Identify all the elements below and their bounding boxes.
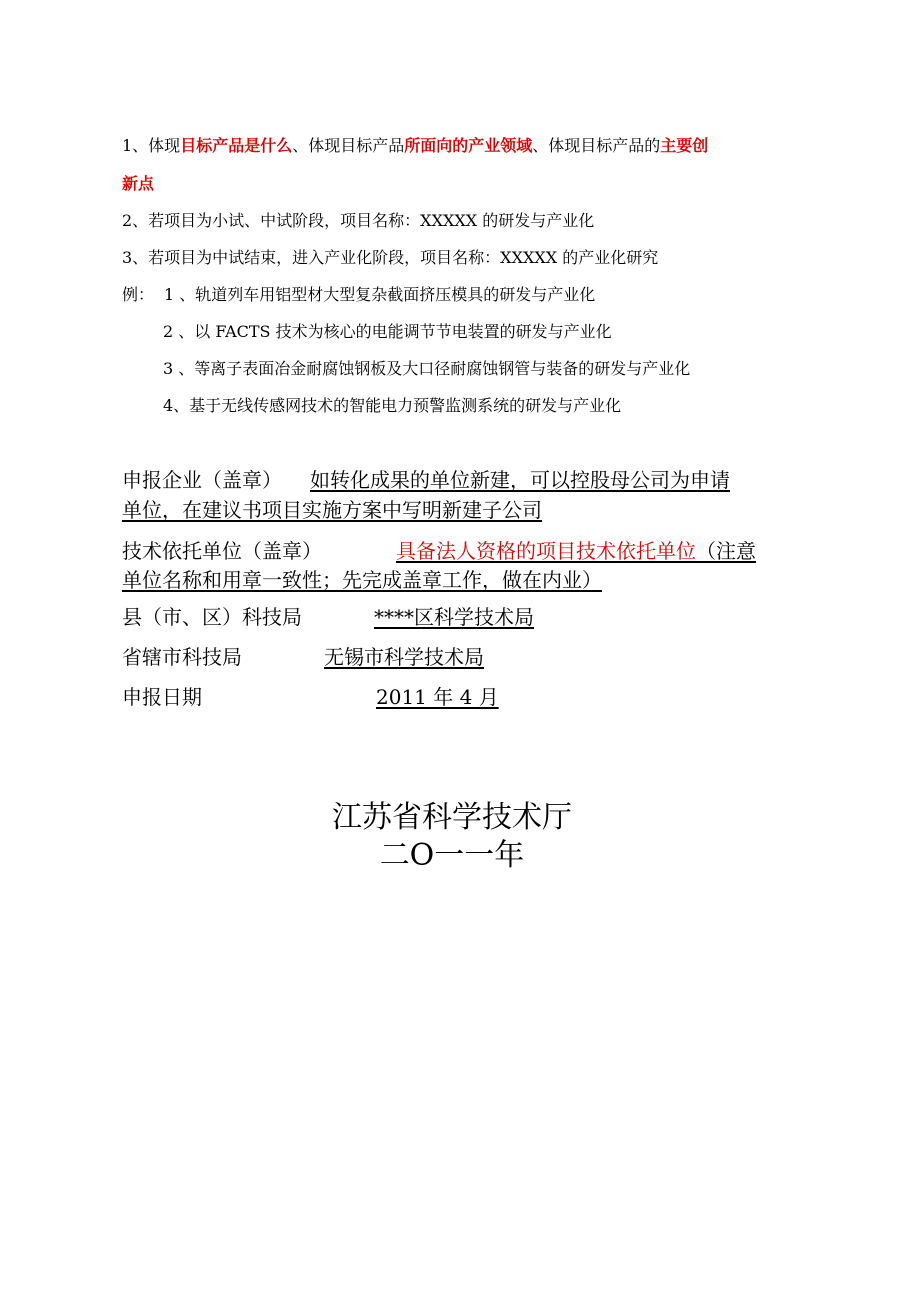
guide-line-3: 3、若项目为中试结束，进入产业化阶段，项目名称：XXXXX 的产业化研究 bbox=[122, 248, 659, 267]
issuing-year: 二O一一年 bbox=[379, 838, 525, 873]
applicant-row-cont bbox=[122, 497, 620, 524]
tech-unit-note-cont: 单位名称和用章一致性；先完成盖章工作，做在内业） bbox=[122, 568, 602, 592]
guide-example-2: 2 、以 FACTS 技术为核心的电能调节节电装置的研发与产业化 bbox=[163, 322, 612, 341]
tech-unit-label: 技术依托单位（盖章） bbox=[122, 539, 322, 563]
city-row bbox=[122, 644, 576, 671]
tech-unit-value-red: 具备法人资格的项目技术依托单位 bbox=[396, 539, 696, 563]
guide-highlight-industry: 所面向的产业领域 bbox=[404, 136, 533, 155]
applicant-value-text-2: 单位，在建议书项目实施方案中写明新建子公司 bbox=[122, 498, 542, 522]
applicant-label: 申报企业（盖章） bbox=[122, 468, 282, 492]
date-value-field[interactable] bbox=[226, 685, 627, 709]
county-row bbox=[122, 604, 696, 631]
guide-highlight-innovation: 主要创 bbox=[660, 136, 709, 155]
city-value: 无锡市科学技术局 bbox=[324, 645, 484, 669]
date-label: 申报日期 bbox=[122, 685, 202, 709]
county-value-field[interactable] bbox=[302, 605, 696, 629]
applicant-value-line-2[interactable] bbox=[122, 498, 620, 522]
example-text: 1 、轨道列车用铝型材大型复杂截面挤压模具的研发与产业化 bbox=[164, 285, 596, 304]
tech-unit-note-start: （注意 bbox=[696, 539, 756, 563]
tech-unit-value-line-2[interactable] bbox=[122, 568, 638, 592]
county-label: 县（市、区）科技局 bbox=[122, 605, 302, 629]
guide-line-2: 2、若项目为小试、中试阶段，项目名称：XXXXX 的研发与产业化 bbox=[122, 211, 595, 230]
tech-unit-row bbox=[122, 538, 756, 565]
guide-line-1-text-c: 、体现目标产品的 bbox=[532, 136, 661, 155]
example-prefix: 例： bbox=[122, 285, 155, 304]
guide-example-1 bbox=[122, 284, 595, 306]
guide-example-3: 3 、等离子表面冶金耐腐蚀钢板及大口径耐腐蚀钢管与装备的研发与产业化 bbox=[163, 359, 691, 378]
guide-highlight-innovation-cont: 新点 bbox=[122, 174, 155, 193]
issuing-organization: 江苏省科学技术厅 bbox=[332, 800, 572, 835]
applicant-value-line-1[interactable] bbox=[282, 468, 730, 492]
guide-line-1 bbox=[122, 135, 708, 157]
guide-line-1-text-a: 1、体现 bbox=[122, 136, 181, 155]
guide-example-4: 4、基于无线传感网技术的智能电力预警监测系统的研发与产业化 bbox=[163, 396, 622, 415]
date-value: 2011 年 4 月 bbox=[376, 685, 499, 709]
guide-highlight-product: 目标产品是什么 bbox=[180, 136, 293, 155]
county-value: ****区科学技术局 bbox=[374, 605, 534, 629]
tech-unit-row-cont bbox=[122, 567, 638, 594]
city-value-field[interactable] bbox=[242, 645, 576, 669]
guide-line-1-text-b: 、体现目标产品 bbox=[292, 136, 405, 155]
applicant-value-text: 如转化成果的单位新建，可以控股母公司为申请 bbox=[310, 468, 730, 492]
city-label: 省辖市科技局 bbox=[122, 645, 242, 669]
date-row bbox=[122, 684, 627, 711]
applicant-row bbox=[122, 467, 730, 494]
tech-unit-value-line-1[interactable] bbox=[346, 539, 756, 563]
